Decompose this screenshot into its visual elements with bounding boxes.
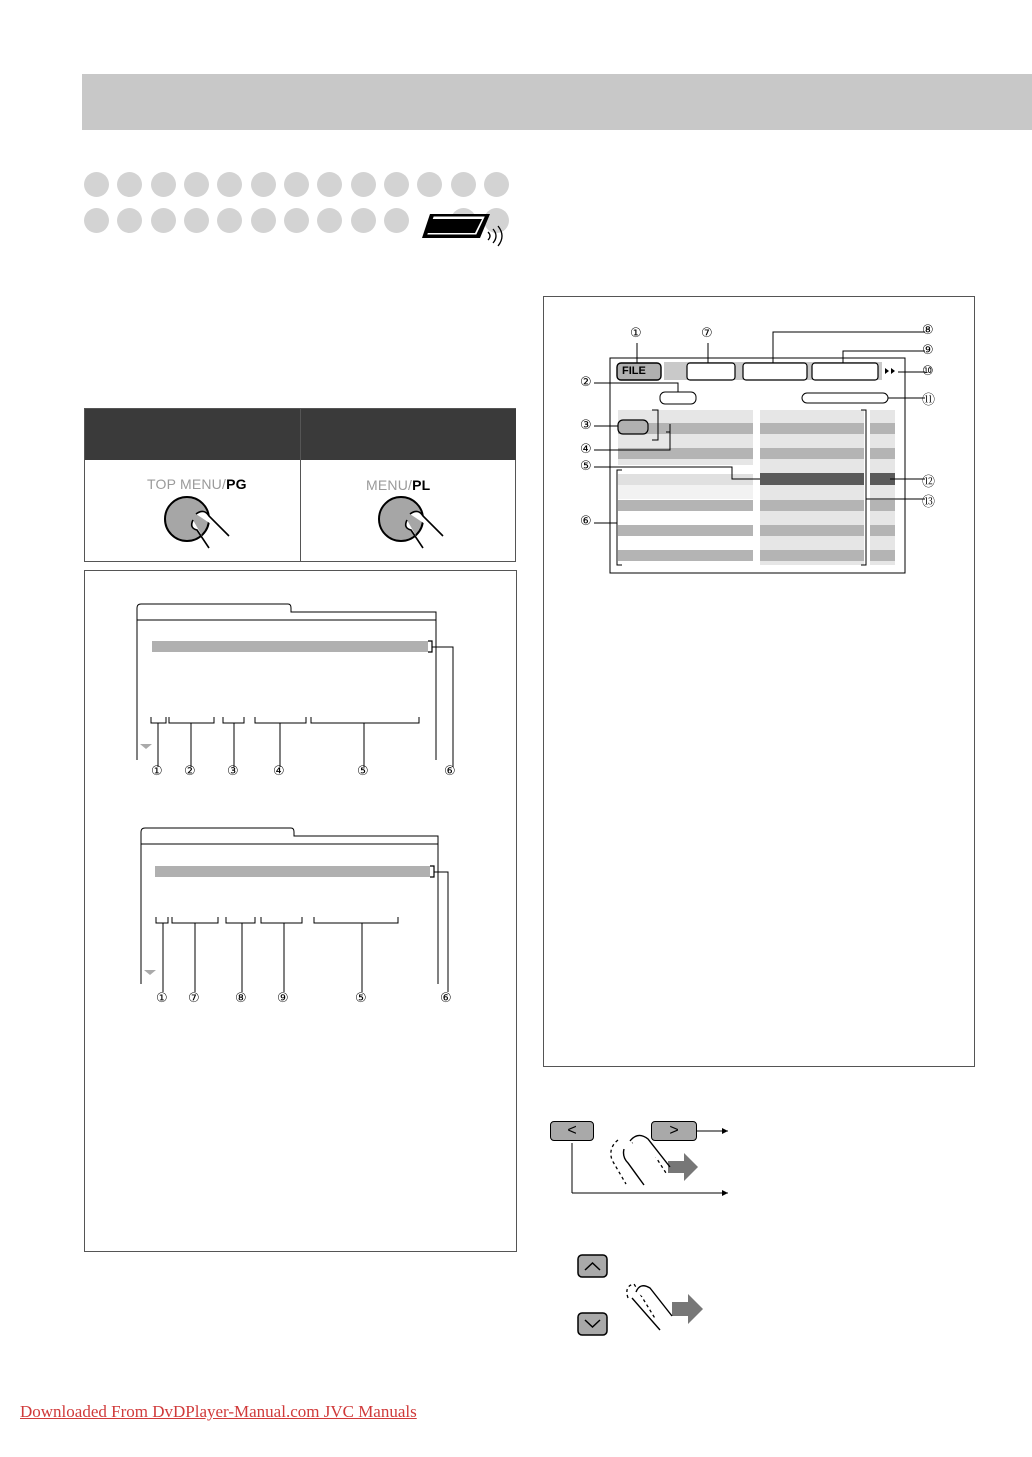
menu-screen-a xyxy=(130,600,480,790)
callout-1b: ① xyxy=(156,991,168,1006)
table-header-right xyxy=(301,409,516,460)
left-key-button[interactable]: < xyxy=(550,1121,594,1141)
menu-pl-label: MENU/PL xyxy=(366,477,431,493)
callout-5c: ⑤ xyxy=(580,459,592,474)
file-tab[interactable]: FILE xyxy=(622,365,646,377)
callout-5b: ⑤ xyxy=(355,991,367,1006)
button-table xyxy=(84,408,516,562)
callout-6c: ⑥ xyxy=(580,514,592,529)
callout-1c: ① xyxy=(630,326,642,341)
menu-screen-b xyxy=(134,824,484,1014)
callout-6a: ⑥ xyxy=(444,764,456,779)
callout-10c: ⑩ xyxy=(922,364,934,379)
callout-1a: ① xyxy=(151,764,163,779)
callout-2c: ② xyxy=(580,375,592,390)
remote-control-icon xyxy=(420,210,515,246)
callout-3c: ③ xyxy=(580,418,592,433)
callout-6b: ⑥ xyxy=(440,991,452,1006)
callout-12c: ⑫ xyxy=(922,475,936,490)
callout-9b: ⑨ xyxy=(277,991,289,1006)
callout-4a: ④ xyxy=(273,764,285,779)
right-key-button[interactable]: > xyxy=(651,1121,697,1141)
callout-7b: ⑦ xyxy=(188,991,200,1006)
callout-8c: ⑧ xyxy=(922,323,934,338)
table-header-left xyxy=(85,409,300,460)
up-key-button[interactable] xyxy=(578,1255,607,1277)
callout-7c: ⑦ xyxy=(701,326,713,341)
callout-2a: ② xyxy=(184,764,196,779)
callout-13c: ⑬ xyxy=(922,495,936,510)
file-browser-screen xyxy=(560,320,960,580)
callout-5a: ⑤ xyxy=(357,764,369,779)
menu-pl-button[interactable] xyxy=(377,494,457,554)
down-key-button[interactable] xyxy=(578,1313,607,1335)
table-divider xyxy=(300,409,301,561)
dotted-title xyxy=(0,0,520,240)
callout-9c: ⑨ xyxy=(922,343,934,358)
top-menu-pg-label: TOP MENU/PG xyxy=(147,476,247,492)
callout-3a: ③ xyxy=(227,764,239,779)
callout-8b: ⑧ xyxy=(235,991,247,1006)
callout-4c: ④ xyxy=(580,442,592,457)
callout-11c: ⑪ xyxy=(922,393,936,408)
top-menu-pg-button[interactable] xyxy=(163,494,243,554)
footer-download-link[interactable]: Downloaded From DvDPlayer-Manual.com JVC Manuals xyxy=(20,1402,417,1421)
